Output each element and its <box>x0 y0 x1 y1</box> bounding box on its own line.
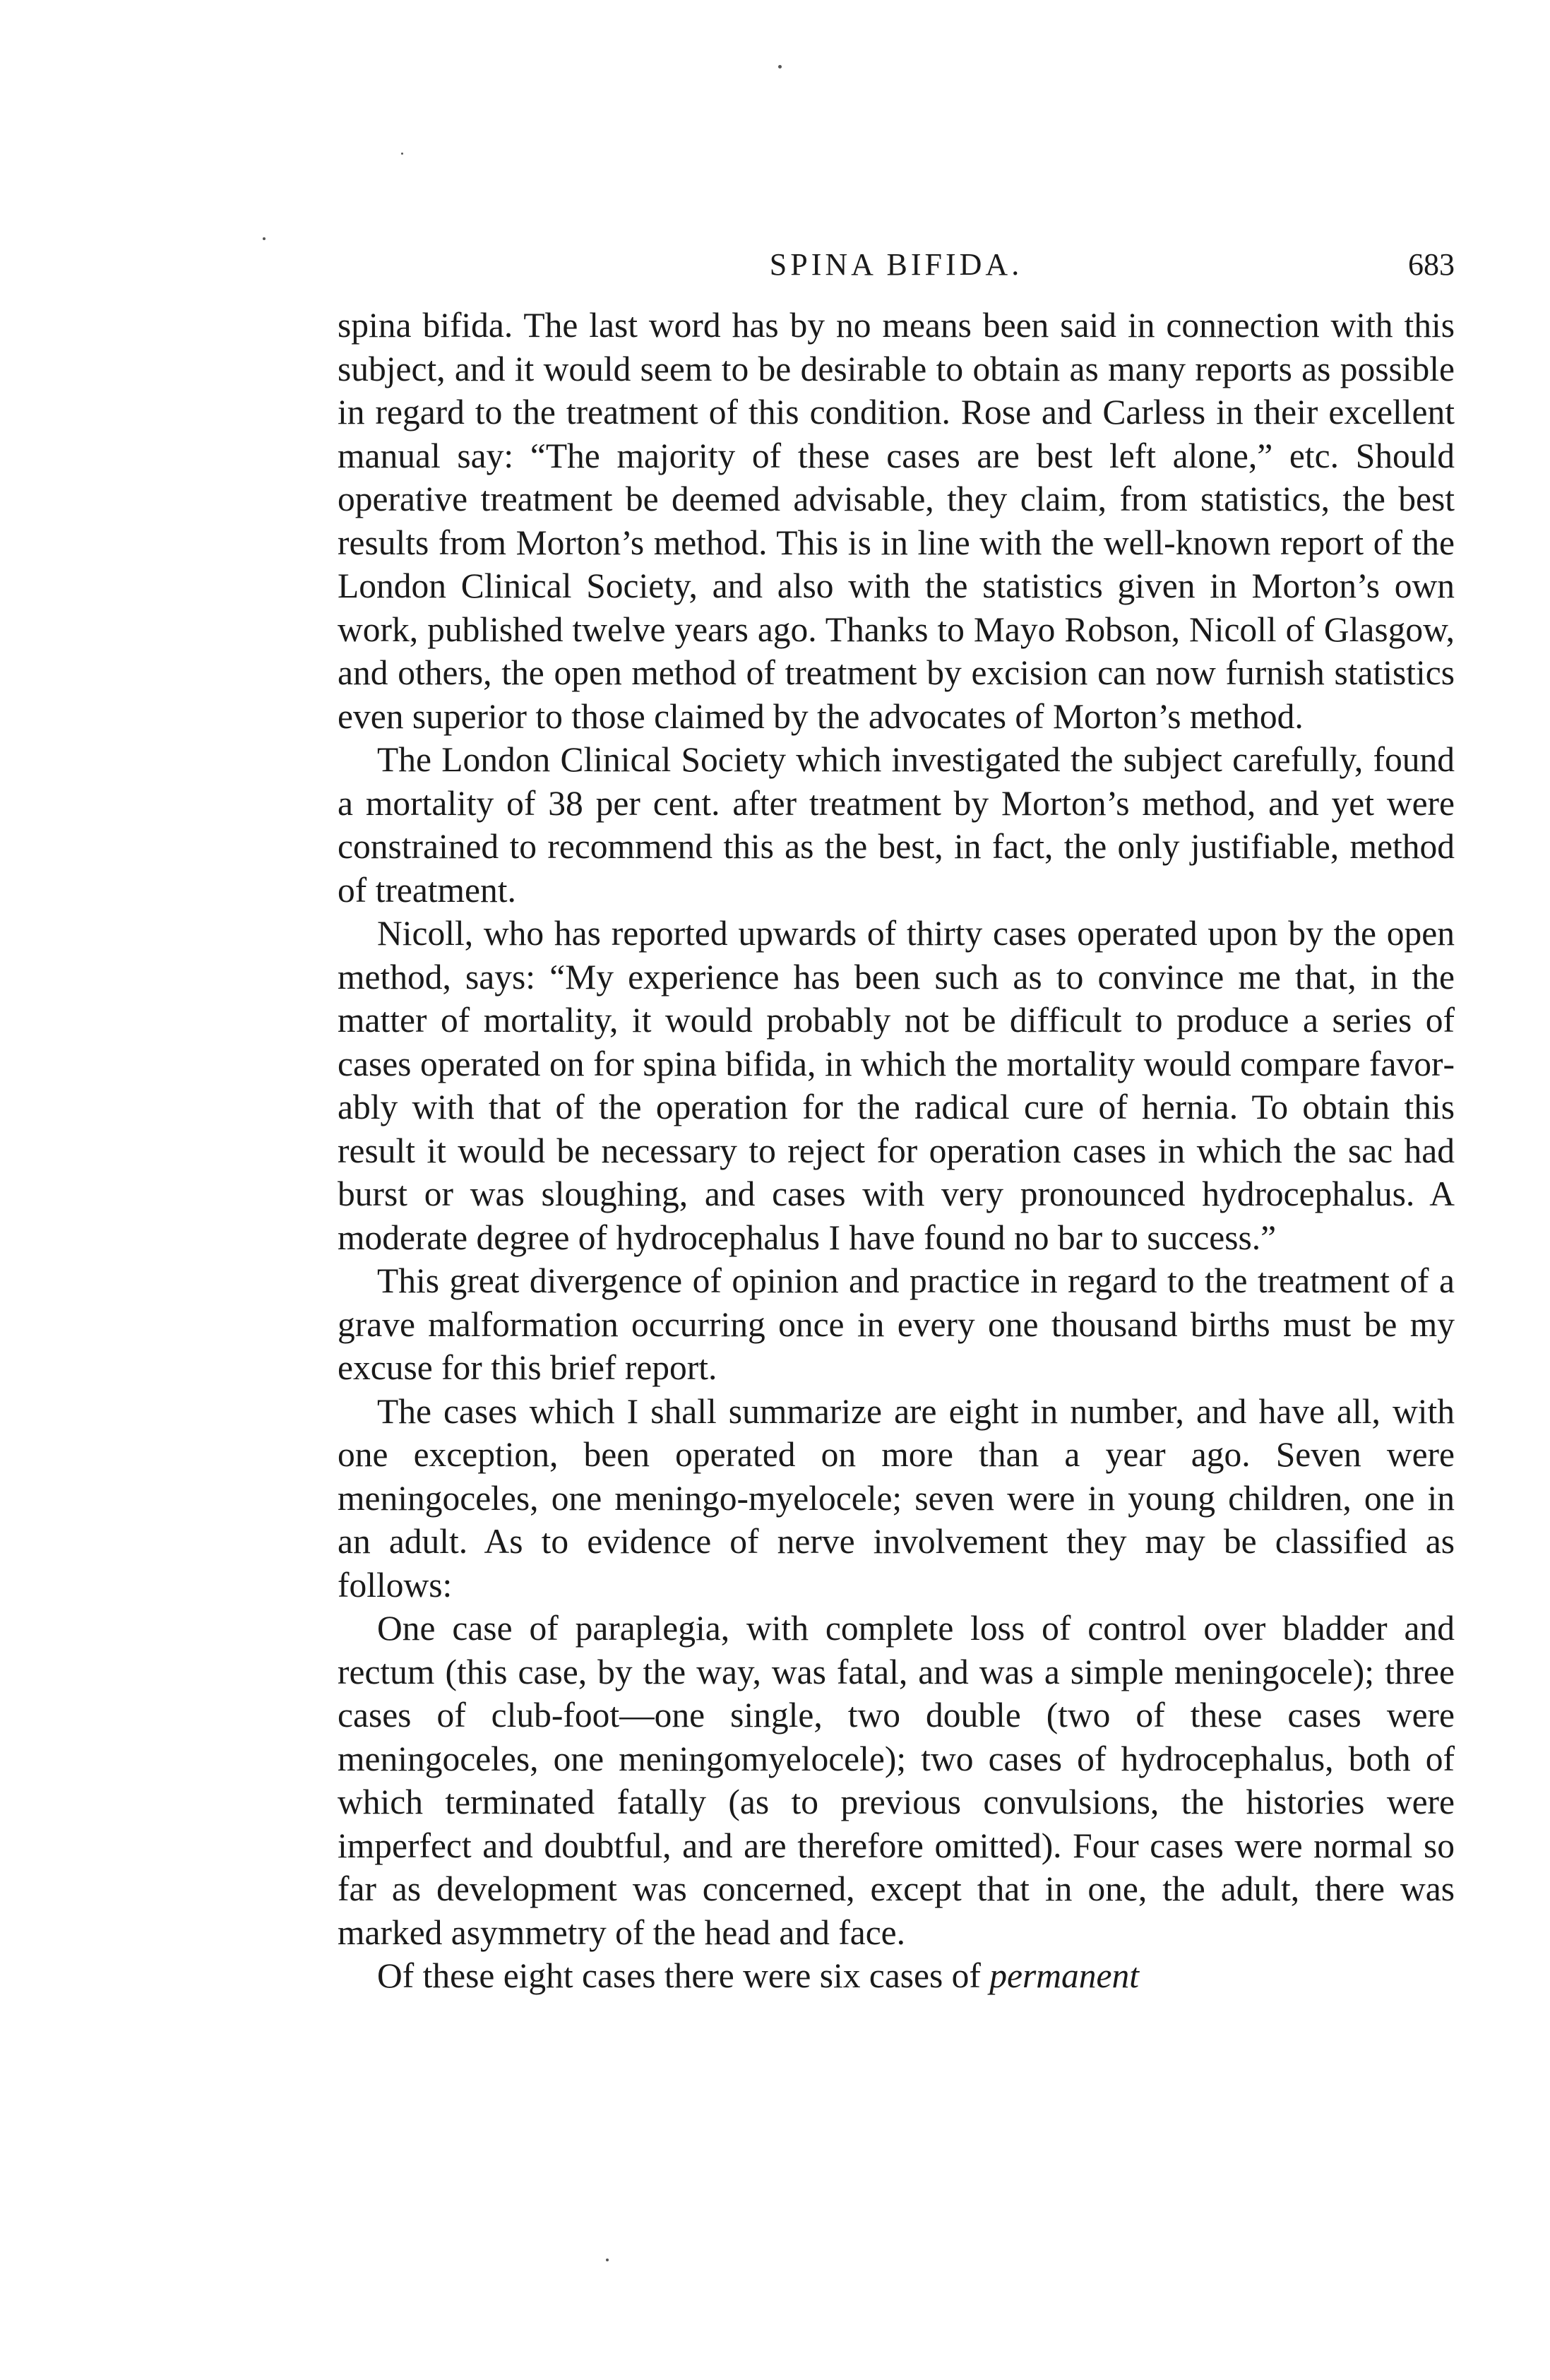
paragraph-2: The London Clinical Society which investigated the subject carefully, found a mortality of 38 per cent. after treatment by Morton’s method, and yet were constrained to recommend this as the best, in fact, the only justifiable, method of treatment. <box>338 740 1455 910</box>
running-head <box>338 244 1455 286</box>
paragraph-7-text: Of these eight cases there were six cases of <box>377 1956 990 1995</box>
print-speck <box>606 2259 609 2261</box>
print-speck <box>778 65 782 69</box>
page-number: 683 <box>1408 247 1455 282</box>
running-title: SPINA BIFIDA. <box>769 247 1023 282</box>
emphasis-permanent: permanent <box>989 1956 1139 1995</box>
paragraph-7 <box>338 1954 1455 1998</box>
print-speck <box>401 153 403 155</box>
paragraph-1: spina bifida. The last word has by no means been said in connection with this subject, and it would seem to be desirable to obtain as many reports as possible in regard to the treatment of this condition. Rose and Carless in their excellent manual say: “The majority of these cases are best left alone,” etc. Should operative treatment be deemed advisable, they claim, from statistics, the best results from Morton’s method. This is in line with the well-known report of the London Clinical Society, and also with the statistics given in Morton’s own work, published twelve years ago. Thanks to Mayo Robson, Nicoll of Glasgow, and others, the open method of treatment by excision can now furnish statistics even superior to those claimed by the advocates of Morton’s method. <box>338 306 1455 736</box>
print-speck <box>263 237 266 240</box>
paragraph-3: Nicoll, who has reported upwards of thirty cases operated upon by the open method, says: “My experience has been such as to convince me that, in the matter of mortality, it would probably not be difficult to produce a series of cases operated on for spina bifida, in which the mortality would compare favorably with that of the operation for the radical cure of hernia. To obtain this result it would be necessary to reject for operation cases in which the sac had burst or was sloughing, and cases with very pronounced hydrocephalus. A moderate degree of hydrocephalus I have found no bar to success.” <box>338 914 1455 1257</box>
body-text <box>338 304 1455 1998</box>
paragraph-6: One case of paraplegia, with complete loss of control over bladder and rectum (this case, by the way, was fatal, and was a simple meningocele); three cases of club-foot—one single, two double (two of these cases were meningoceles, one meningomyelocele); two cases of hydrocephalus, both of which terminated fatally (as to previous convulsions, the histories were imperfect and doubtful, and are therefore omitted). Four cases were normal so far as development was concerned, except that in one, the adult, there was marked asymmetry of the head and face. <box>338 1609 1455 1952</box>
paragraph-4: This great divergence of opinion and practice in regard to the treatment of a grave malformation occurring once in every one thousand births must be my excuse for this brief report. <box>338 1261 1455 1387</box>
paragraph-5: The cases which I shall summarize are eight in number, and have all, with one exception, been operated on more than a year ago. Seven were meningoceles, one meningo-myelocele; seven were in young children, one in an adult. As to evidence of nerve involvement they may be classified as follows: <box>338 1391 1455 1605</box>
